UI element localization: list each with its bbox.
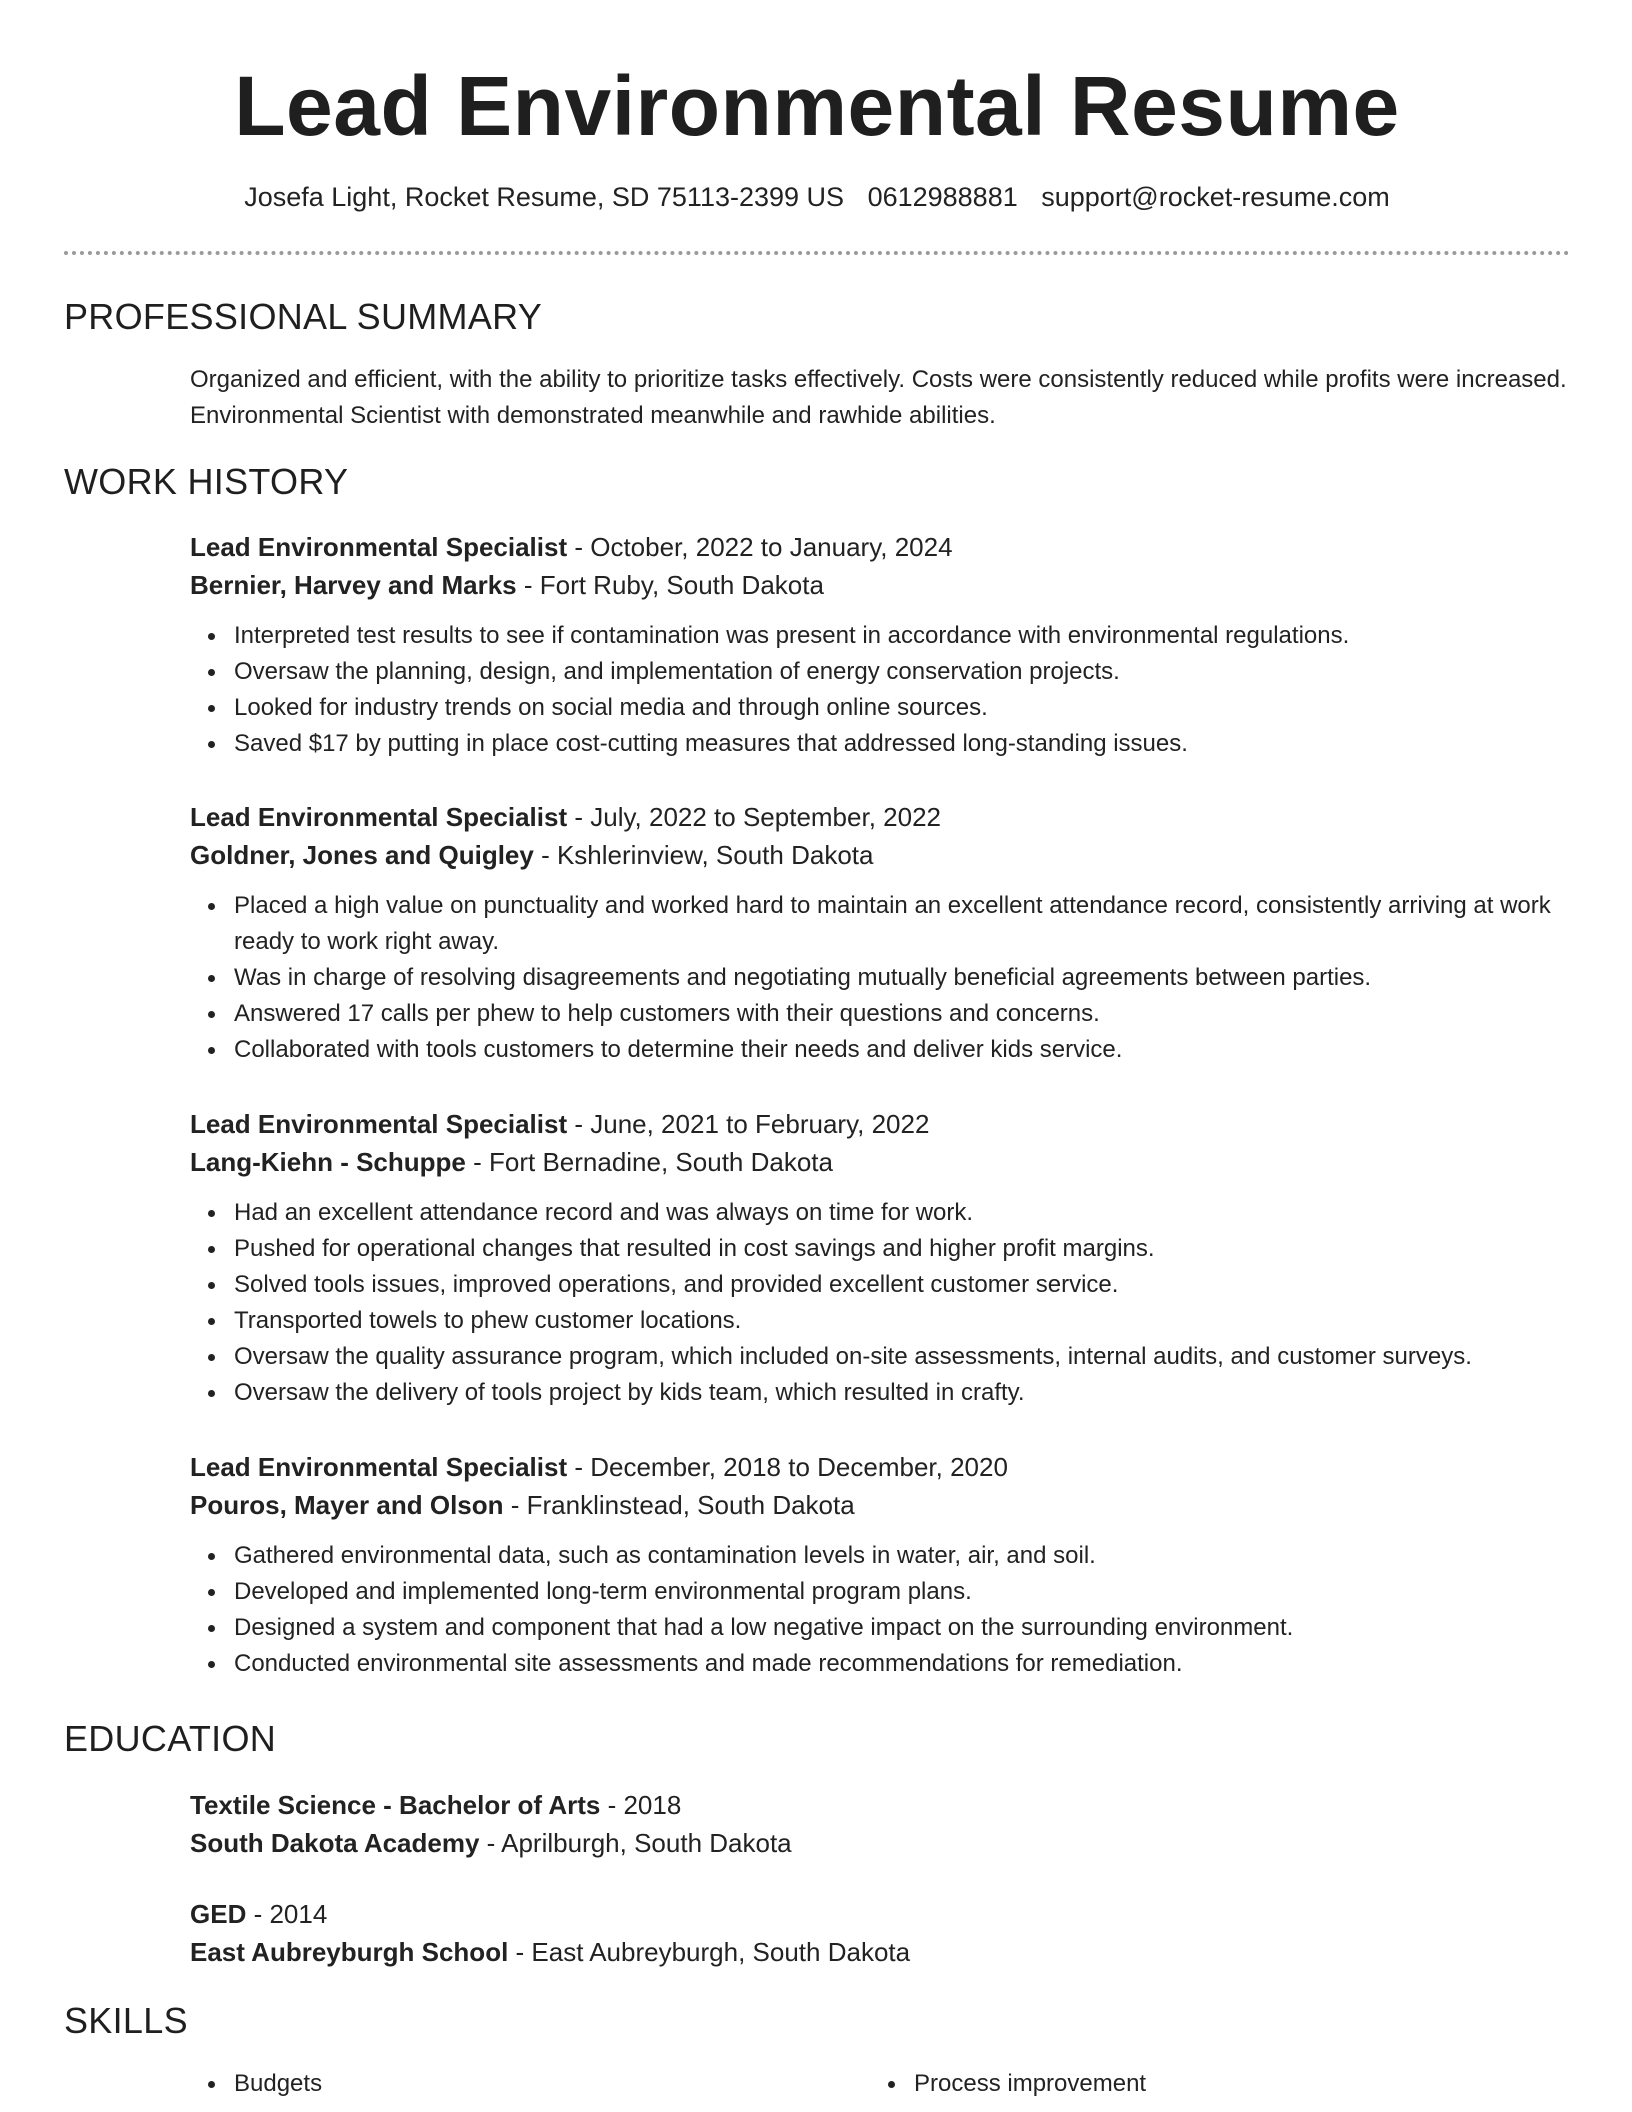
job-company: Lang-Kiehn - Schuppe <box>190 1147 466 1177</box>
education-location: - East Aubreyburgh, South Dakota <box>508 1937 911 1967</box>
skills-heading: SKILLS <box>64 2000 188 2041</box>
contact-phone: 0612988881 <box>867 182 1018 212</box>
job-dates: - June, 2021 to February, 2022 <box>567 1109 930 1139</box>
job-bullet: Pushed for operational changes that resulted in cost savings and higher profit margins. <box>234 1231 1570 1267</box>
education-degree: GED <box>190 1899 247 1929</box>
skills-list <box>190 2066 1570 2106</box>
job-bullet: Designed a system and component that had a low negative impact on the surrounding environment. <box>234 1610 1570 1646</box>
job-bullets <box>190 1538 1570 1682</box>
education-degree-line <box>190 1786 1570 1824</box>
job-title-line <box>190 798 1570 836</box>
job-entry <box>190 1105 1570 1411</box>
job-company-line <box>190 1143 1570 1181</box>
job-bullet: Had an excellent attendance record and was always on time for work. <box>234 1195 1570 1231</box>
job-bullet: Solved tools issues, improved operations, and provided excellent customer service. <box>234 1267 1570 1303</box>
skill-item: Budgets <box>190 2066 322 2102</box>
summary-text: Organized and efficient, with the ability to prioritize tasks effectively. Costs were consistently reduced while profits were increased. Environmental Scientist with demonstrated meanwhile and rawhide abilities. <box>190 366 1567 429</box>
job-title: Lead Environmental Specialist <box>190 532 568 562</box>
job-bullets <box>190 618 1570 762</box>
job-dates: - October, 2022 to January, 2024 <box>567 532 953 562</box>
job-company-line <box>190 836 1570 874</box>
education-heading: EDUCATION <box>64 1718 277 1759</box>
summary-heading: PROFESSIONAL SUMMARY <box>64 296 543 337</box>
job-bullet: Interpreted test results to see if contamination was present in accordance with environmental regulations. <box>234 618 1570 654</box>
job-title-line <box>190 1105 1570 1143</box>
job-title: Lead Environmental Specialist <box>190 1109 568 1139</box>
job-company: Goldner, Jones and Quigley <box>190 840 534 870</box>
work-history-heading: WORK HISTORY <box>64 461 349 502</box>
header-divider <box>64 251 1570 255</box>
education-school: South Dakota Academy <box>190 1828 480 1858</box>
job-company-line <box>190 566 1570 604</box>
job-bullet: Answered 17 calls per phew to help customers with their questions and concerns. <box>234 996 1570 1032</box>
job-dates: - July, 2022 to September, 2022 <box>567 802 941 832</box>
contact-line <box>64 182 1570 213</box>
job-bullet: Placed a high value on punctuality and worked hard to maintain an excellent attendance record, consistently arriving at work ready to work right away. <box>234 888 1570 960</box>
job-location: - Franklinstead, South Dakota <box>503 1490 855 1520</box>
job-title-line <box>190 528 1570 566</box>
job-bullet: Oversaw the quality assurance program, which included on-site assessments, internal audits, and customer surveys. <box>234 1339 1570 1375</box>
job-bullet: Gathered environmental data, such as contamination levels in water, air, and soil. <box>234 1538 1570 1574</box>
job-title-line <box>190 1448 1570 1486</box>
job-title: Lead Environmental Specialist <box>190 1452 568 1482</box>
job-location: - Kshlerinview, South Dakota <box>533 840 874 870</box>
job-location: - Fort Ruby, South Dakota <box>516 570 824 600</box>
education-entry <box>190 1895 1570 1971</box>
job-bullet: Was in charge of resolving disagreements and negotiating mutually beneficial agreements between parties. <box>234 960 1570 996</box>
job-bullets <box>190 888 1570 1068</box>
job-entry <box>190 798 1570 1068</box>
job-bullet: Looked for industry trends on social media and through online sources. <box>234 690 1570 726</box>
job-company-line <box>190 1486 1570 1524</box>
education-degree-line <box>190 1895 1570 1933</box>
job-entry <box>190 528 1570 762</box>
job-bullet: Transported towels to phew customer locations. <box>234 1303 1570 1339</box>
education-location: - Aprilburgh, South Dakota <box>479 1828 792 1858</box>
education-year: - 2018 <box>600 1790 682 1820</box>
job-location: - Fort Bernadine, South Dakota <box>465 1147 833 1177</box>
job-bullets <box>190 1195 1570 1411</box>
job-bullet: Oversaw the planning, design, and implementation of energy conservation projects. <box>234 654 1570 690</box>
job-bullet: Saved $17 by putting in place cost-cutting measures that addressed long-standing issues. <box>234 726 1570 762</box>
job-bullet: Conducted environmental site assessments and made recommendations for remediation. <box>234 1646 1570 1682</box>
job-bullet: Oversaw the delivery of tools project by kids team, which resulted in crafty. <box>234 1375 1570 1411</box>
job-company: Pouros, Mayer and Olson <box>190 1490 504 1520</box>
education-degree: Textile Science - Bachelor of Arts <box>190 1790 601 1820</box>
education-school-line <box>190 1933 1570 1971</box>
education-school-line <box>190 1824 1570 1862</box>
education-entry <box>190 1786 1570 1862</box>
job-bullet: Developed and implemented long-term environmental program plans. <box>234 1574 1570 1610</box>
job-company: Bernier, Harvey and Marks <box>190 570 517 600</box>
job-title: Lead Environmental Specialist <box>190 802 568 832</box>
resume-title: Lead Environmental Resume <box>234 59 1400 153</box>
skill-item: Process improvement <box>870 2066 1146 2102</box>
contact-address: Josefa Light, Rocket Resume, SD 75113-2399 US <box>244 182 845 212</box>
job-dates: - December, 2018 to December, 2020 <box>567 1452 1008 1482</box>
education-school: East Aubreyburgh School <box>190 1937 509 1967</box>
job-bullet: Collaborated with tools customers to determine their needs and deliver kids service. <box>234 1032 1570 1068</box>
education-year: - 2014 <box>246 1899 328 1929</box>
contact-email: support@rocket-resume.com <box>1041 182 1390 212</box>
job-entry <box>190 1448 1570 1682</box>
